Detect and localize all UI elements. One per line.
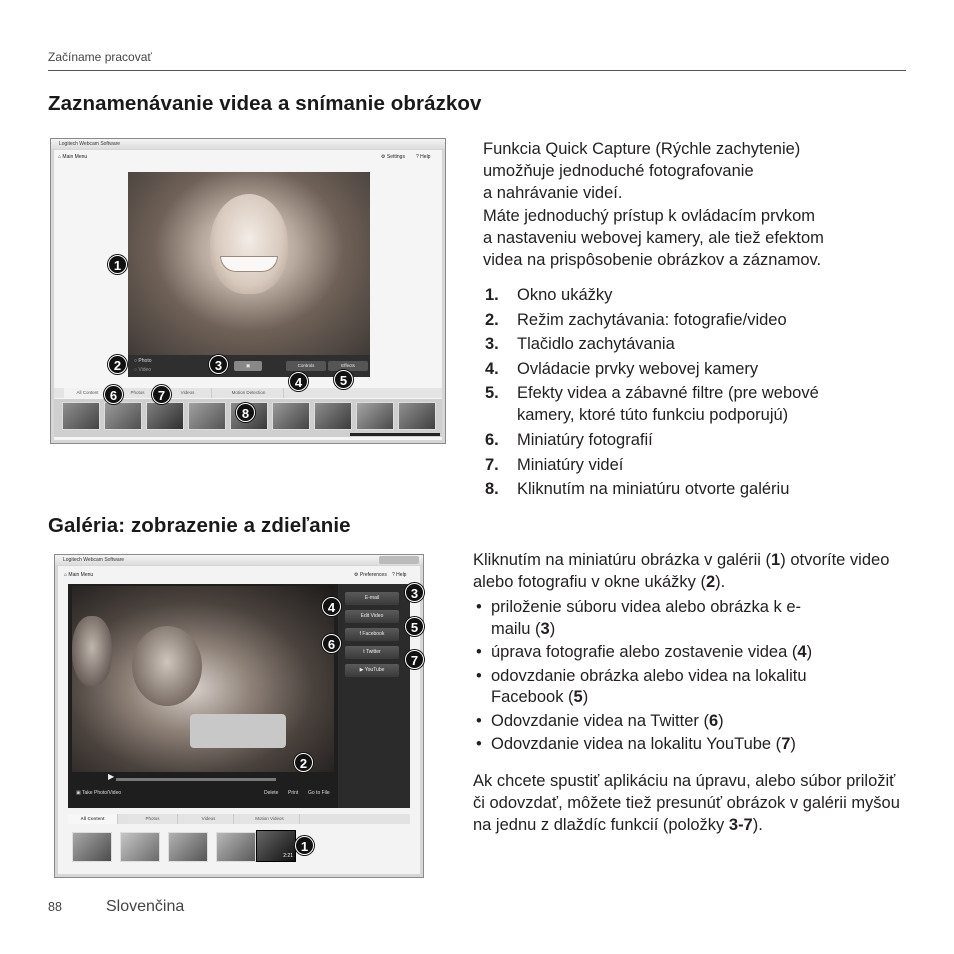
tab-motion-videos[interactable]: Motion Videos [240,814,300,824]
callout-5: 5 [405,617,424,636]
list-item: 1. Okno ukážky [485,286,613,304]
birthday-cake [190,714,286,748]
share-panel [338,584,410,808]
callout-3: 3 [209,355,228,374]
section1-intro [483,138,903,271]
text-run: ). [715,573,726,591]
capture-button[interactable]: ▣ [234,361,262,371]
control-bar [128,355,370,377]
feature-list [485,284,885,503]
callout-4: 4 [322,597,341,616]
intro-line: Máte jednoduchý prístup k ovládacím prvkom [483,207,815,225]
section2-intro [473,549,901,593]
youtube-button[interactable]: ▶ YouTube [345,664,399,677]
photo-thumbnail[interactable] [104,402,142,430]
section1-title: Zaznamenávanie videa a snímanie obrázkov [48,92,482,115]
text-run-bold: 1 [771,551,781,569]
photo-thumbnail[interactable] [72,832,112,862]
viewer-image [72,586,334,772]
section2-outro [473,770,903,836]
print-button[interactable]: Print [288,790,299,796]
list-item: 3. Tlačidlo zachytávania [485,335,675,354]
callout-1: 1 [295,836,314,855]
child-face [132,626,202,706]
text-run: Kliknutím na miniatúru obrázka v galérii ( [473,551,772,569]
window-titlebar: Logitech Webcam Software [55,555,423,565]
list-item: 8. Kliknutím na miniatúru otvorte galériu [485,480,790,499]
intro-line: a nahrávanie videí. [483,184,623,202]
tab-videos[interactable]: Videos [164,388,212,398]
intro-line: Funkcia Quick Capture (Rýchle zachytenie) [483,140,801,158]
bullet-item: • úprava fotografie alebo zostavenie videa (4) [473,642,833,664]
preferences-link[interactable]: ⚙ Preferences [354,572,387,578]
video-thumbnail-selected[interactable] [256,830,296,862]
bullet-item: • Odovzdanie videa na Twitter (6) [473,711,833,733]
strip-scrollbar[interactable] [350,433,440,436]
callout-2: 2 [294,753,313,772]
portrait-face [210,194,288,294]
portrait-smile [220,256,278,272]
text-run: ) otvoríte video alebo fotografiu v okne ukážky ( [473,551,890,591]
tab-photos[interactable]: Photos [128,814,178,824]
child-face [72,616,112,686]
callout-3: 3 [405,583,424,602]
facebook-button[interactable]: f Facebook [345,628,399,641]
play-icon[interactable]: ▶ [108,772,115,781]
text-run-bold: 2 [705,573,716,591]
photo-thumbnail[interactable] [398,402,436,430]
list-item: 5. Efekty videa a zábavné filtre (pre webové kamery, ktoré túto funkciu podporujú) [485,384,819,425]
email-button[interactable]: E-mail [345,592,399,605]
twitter-button[interactable]: t Twitter [345,646,399,659]
intro-line: videa na prispôsobenie obrázkov a záznamov. [483,251,822,269]
video-duration: 2:21 [283,853,293,859]
footer-language: Slovenčina [106,898,185,915]
mode-video[interactable]: ○ Video [134,367,152,373]
callout-1: 1 [108,255,127,274]
take-photo-button[interactable]: ▣ Take Photo/Video [76,790,122,796]
callout-7: 7 [152,385,171,404]
photo-thumbnail[interactable] [272,402,310,430]
main-menu-link[interactable]: ⌂ Main Menu [58,154,88,160]
video-scrubber[interactable] [116,778,276,781]
text-run-bold: 3-7 [728,816,753,834]
facebook-icon: f [359,631,362,637]
share-bullets [473,597,833,758]
controls-button[interactable]: Controls [286,361,326,371]
bullet-item: • odovzdanie obrázka alebo videa na lokalitu Facebook (5) [473,666,873,709]
youtube-icon: ▶ [359,667,364,673]
window-controls[interactable] [379,556,419,564]
callout-7: 7 [405,650,424,669]
list-item: 6. Miniatúry fotografií [485,430,653,449]
bullet-item: • priloženie súboru videa alebo obrázka k e-mailu (3) [473,597,813,640]
gallery-viewer [68,584,338,808]
callout-5: 5 [334,370,353,389]
go-to-file-button[interactable]: Go to File [308,790,330,796]
twitter-icon: t [363,649,365,655]
settings-link[interactable]: ⚙ Settings [381,154,405,160]
gallery-screenshot [54,554,424,878]
tab-videos[interactable]: Videos [184,814,234,824]
gallery-tabs [68,814,410,824]
photo-thumbnail[interactable] [62,402,100,430]
preview-window [128,172,370,355]
list-item: 2. Režim zachytávania: fotografie/video [485,310,787,329]
video-thumbnail[interactable] [188,402,226,430]
help-link[interactable]: ? Help [416,154,431,160]
window-titlebar: Logitech Webcam Software [51,139,445,149]
photo-thumbnail[interactable] [120,832,160,862]
photo-thumbnail[interactable] [216,832,256,862]
intro-line: a nastaveniu webovej kamery, ale tiež efektom [483,229,824,247]
header-rule [48,70,906,71]
callout-8: 8 [236,403,255,422]
tab-motion-detection[interactable]: Motion Detection [214,388,284,398]
main-menu-link[interactable]: ⌂ Main Menu [64,572,94,578]
video-thumbnail[interactable] [146,402,184,430]
edit-video-button[interactable]: Edit Video [345,610,399,623]
section2-title: Galéria: zobrazenie a zdieľanie [48,514,351,537]
effects-button[interactable]: Effects [328,361,368,371]
photo-thumbnail[interactable] [356,402,394,430]
callout-6: 6 [104,385,123,404]
help-link[interactable]: ? Help [392,572,407,578]
intro-line: umožňuje jednoduché fotografovanie [483,162,754,180]
text-run: ). [752,816,763,834]
callout-4: 4 [289,372,308,391]
page-number: 88 [48,900,62,914]
bullet-item: • Odovzdanie videa na lokalitu YouTube (7) [473,734,833,756]
mode-photo[interactable]: ○ Photo [134,358,152,364]
callout-2: 2 [108,355,127,374]
callout-6: 6 [322,634,341,653]
text-run: Ak chcete spustiť aplikáciu na úpravu, alebo súbor priložiť či odovzdať, môžete tiež presunúť obrázok v galérii myšou na jednu z dlaždíc funkcií (položky [473,772,900,834]
tab-all-content[interactable]: All Content [64,388,112,398]
tab-all-content[interactable]: All Content [68,814,118,824]
list-item: 7. Miniatúry videí [485,455,624,474]
tab-photos[interactable]: Photos [114,388,162,398]
photo-thumbnail[interactable] [168,832,208,862]
running-header: Začíname pracovať [48,50,152,64]
list-item: 4. Ovládacie prvky webovej kamery [485,359,759,378]
photo-thumbnail[interactable] [314,402,352,430]
delete-button[interactable]: Delete [264,790,279,796]
